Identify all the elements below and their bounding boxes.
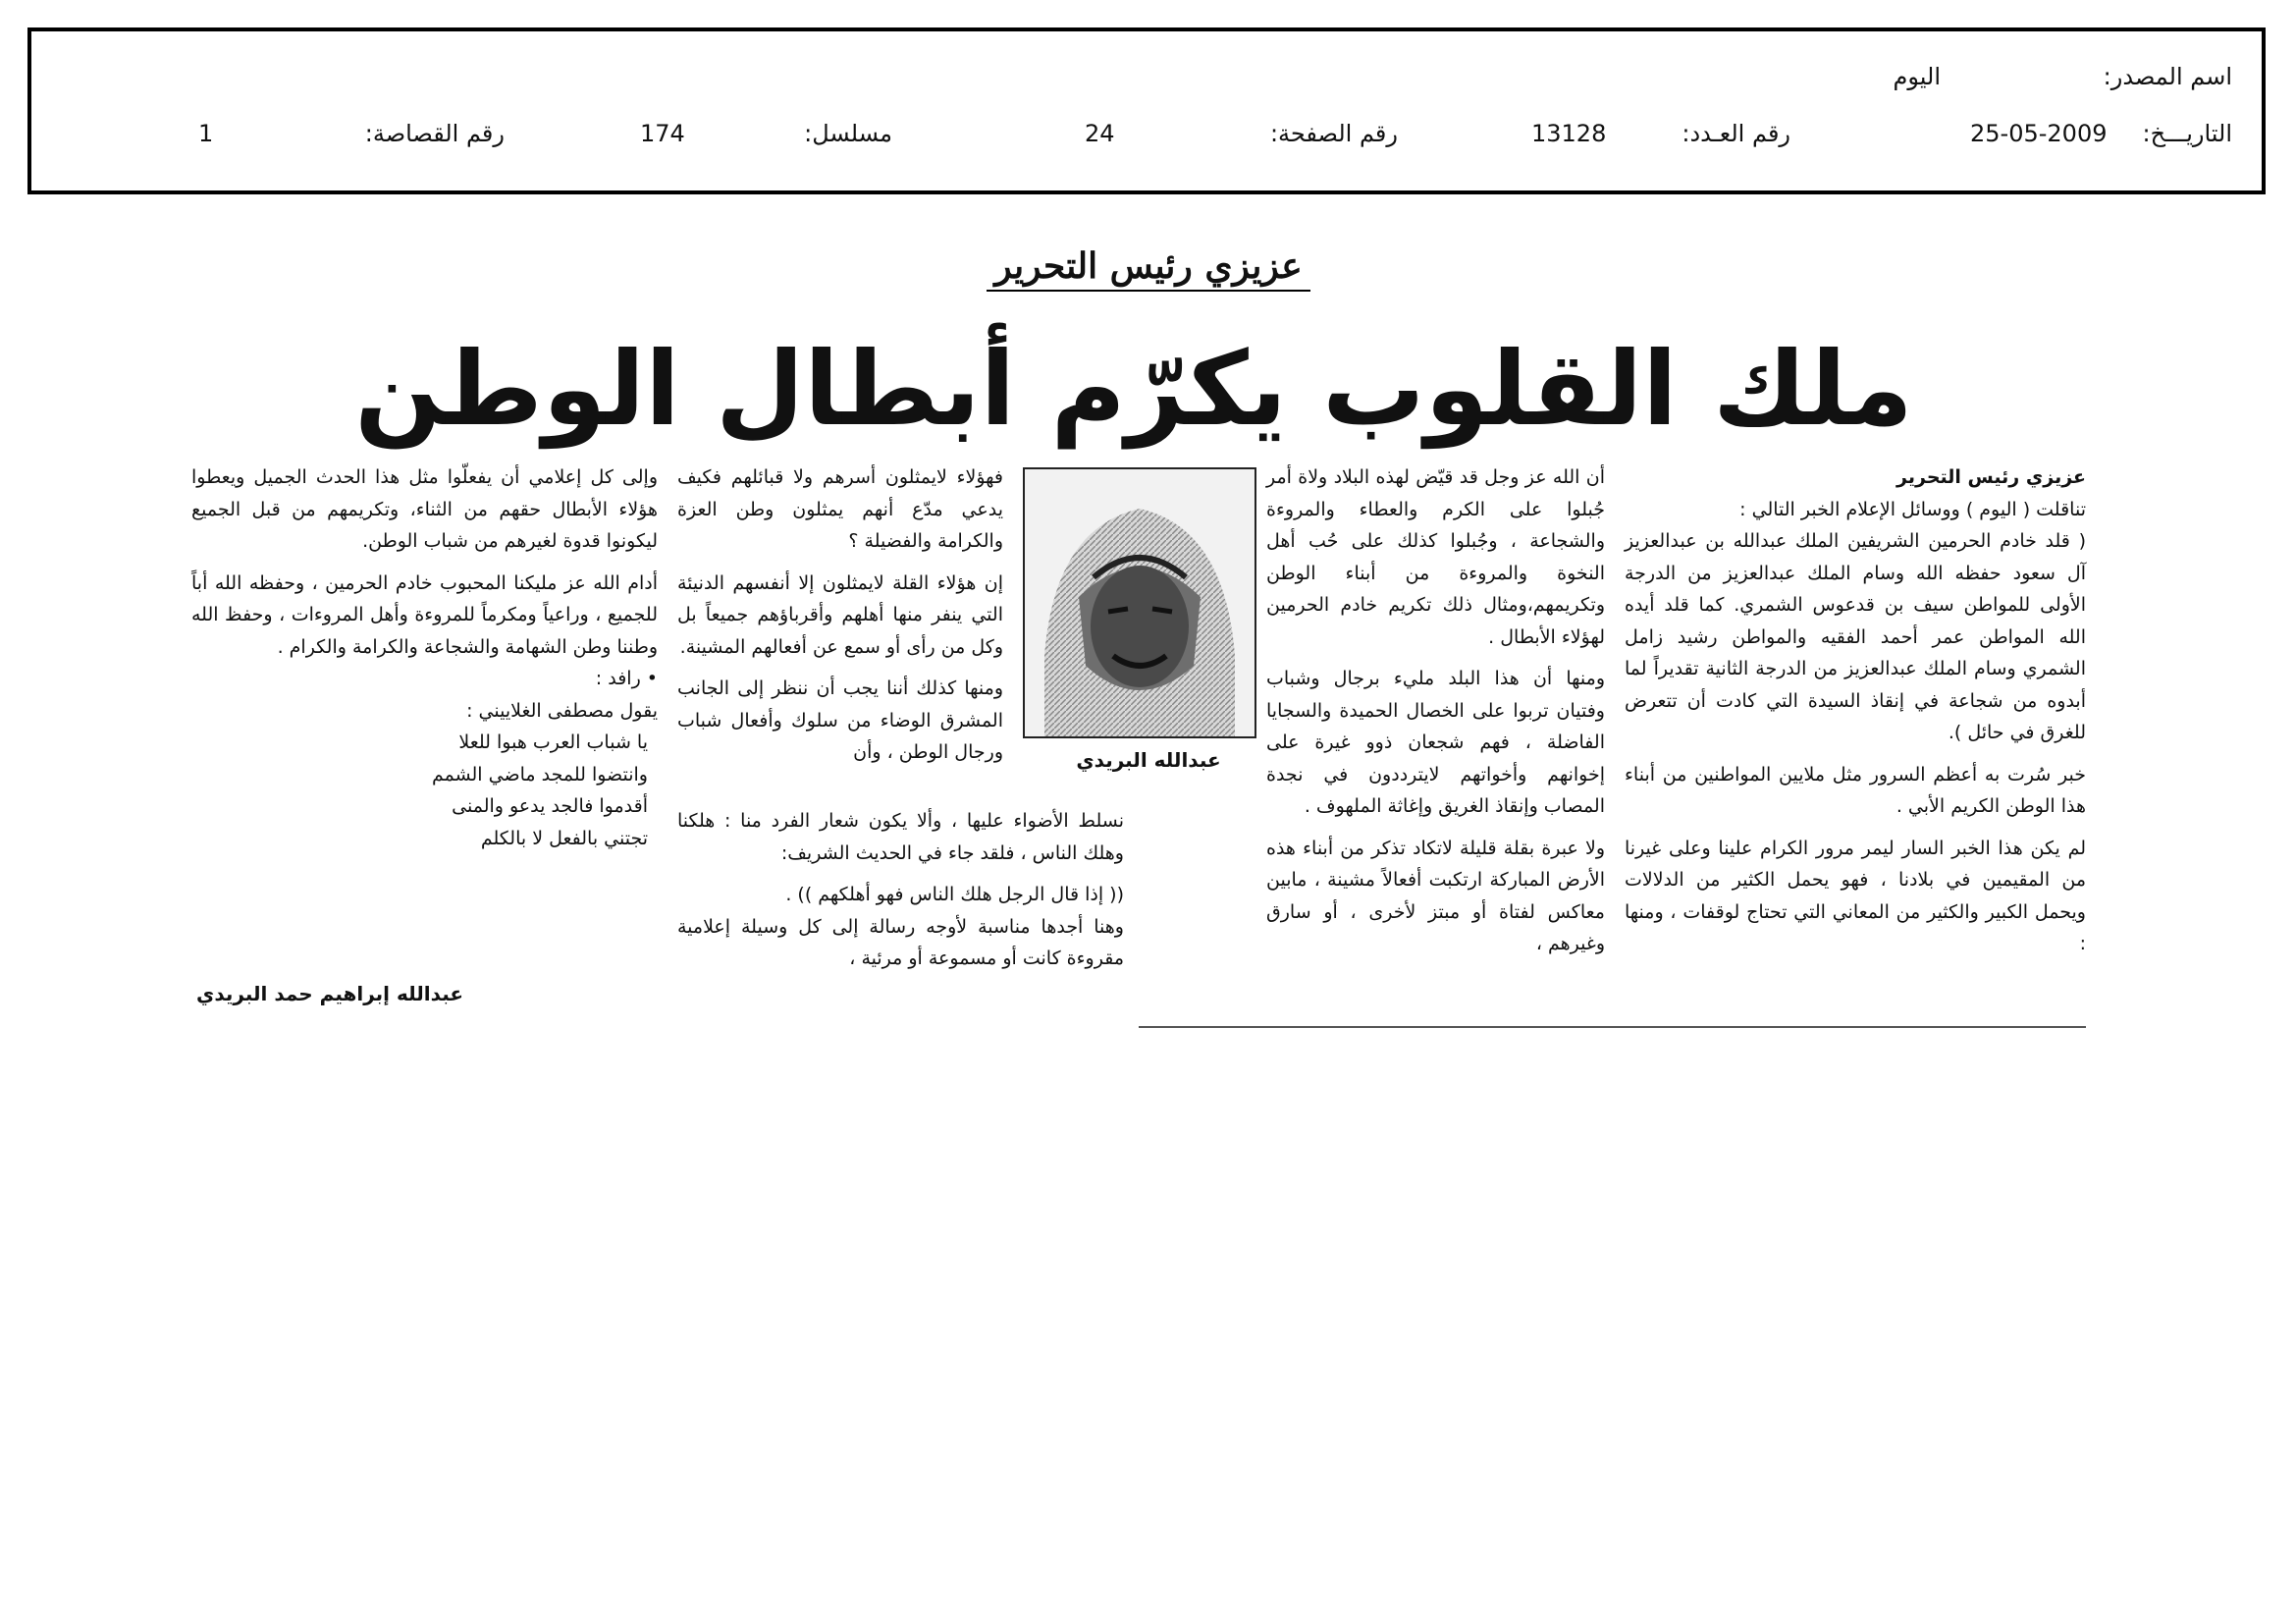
- column-4-paragraph: أدام الله عز مليكنا المحبوب خادم الحرمين ، وحفظه الله أباً للجميع ، وراعياً ومكرماً للمروءة وأهل المروءات ، وحفظ الله وطننا وطن الشهامة والشجاعة والكرامة والكرام .: [191, 571, 658, 658]
- column-3-bottom: [677, 805, 1124, 975]
- poem-line: وانتضوا للمجد ماضي الشمم: [431, 763, 648, 785]
- column-3-top: [677, 461, 1003, 769]
- article-headline: ملك القلوب يكرّم أبطال الوطن: [354, 329, 1913, 449]
- column-3-paragraph: ومنها كذلك أننا يجب أن ننظر إلى الجانب المشرق الوضاء من سلوك وأفعال شباب ورجال الوطن ، وأن: [677, 677, 1003, 763]
- date-label: التاريـــخ:: [2142, 120, 2232, 147]
- date-value: 25-05-2009: [1970, 120, 2108, 147]
- column-3-paragraph: نسلط الأضواء عليها ، وألا يكون شعار الفرد منا : هلكنا وهلك الناس ، فلقد جاء في الحديث الشريف:: [677, 810, 1124, 864]
- article-kicker: عزيزي رئيس التحرير: [994, 245, 1303, 287]
- column-1: [1625, 461, 2086, 960]
- poem: [191, 727, 658, 854]
- column-1-paragraph: ( قلد خادم الحرمين الشريفين الملك عبدالله بن عبدالعزيز آل سعود حفظه الله وسام الملك عبدالعزيز من الدرجة الأولى للمواطن سيف بن قدعوس الشمري. كما قلد أيده الله المواطن عمر أحمد الفقيه والمواطن رشيد زامل الشمري وسام الملك عبدالعزيز من الدرجة الثانية تقديراً لما أبدوه من شجاعة في إنقاذ السيدة التي كادت أن تتعرض للغرق في حائل ).: [1625, 530, 2086, 743]
- author-signature: عبدالله إبراهيم حمد البريدي: [196, 982, 464, 1005]
- clip-label: رقم القصاصة:: [364, 120, 505, 147]
- author-portrait-icon: [1025, 469, 1255, 736]
- source-value: اليوم: [1893, 63, 1941, 90]
- clipping-header: [27, 27, 2266, 194]
- column-1-paragraph: عزيزي رئيس التحرير: [1896, 466, 2086, 488]
- column-3-paragraph: إن هؤلاء القلة لايمثلون إلا أنفسهم الدنيئة التي ينفر منها أهلهم وأقرباؤهم جميعاً بل وكل من رأى أو سمع عن أفعالهم المشينة.: [677, 571, 1003, 658]
- column-1-paragraph: لم يكن هذا الخبر السار ليمر مرور الكرام علينا وعلى غيرنا من المقيمين في بلادنا ، فهو يحمل الكثير من الدلالات ويحمل الكبير والكثير من المعاني التي تحتاج لوقفات ، ومنها :: [1625, 837, 2086, 954]
- column-2-paragraph: ومنها أن هذا البلد مليء برجال وشباب وفتيان تربوا على الخصال الحميدة والسجايا الفاضلة ، فهم شجعان ذوو غيرة على إخوانهم وأخواتهم لايترددون في نجدة المصاب وإنقاذ الغريق وإغاثة الملهوف .: [1266, 668, 1605, 817]
- column-4: [191, 461, 658, 854]
- column-1-paragraph: تناقلت ( اليوم ) ووسائل الإعلام الخبر التالي :: [1739, 498, 2086, 520]
- column-4-paragraph: يقول مصطفى الغلاييني :: [466, 699, 658, 722]
- source-label: اسم المصدر:: [2103, 63, 2232, 90]
- kicker-underline: [987, 290, 1310, 292]
- issue-value: 13128: [1531, 120, 1607, 147]
- column-1-paragraph: خبر سُرت به أعظم السرور مثل ملايين المواطنين من أبناء هذا الوطن الكريم الأبي .: [1625, 763, 2086, 817]
- poem-line: تجتني بالفعل لا بالكلم: [480, 827, 648, 849]
- serial-value: 174: [640, 120, 685, 147]
- column-4-paragraph: • رافد :: [595, 668, 658, 689]
- poem-line: أقدموا فالجد يدعو والمنى: [452, 795, 648, 817]
- column-2-paragraph: ولا عبرة بقلة قليلة لاتكاد تذكر من أبناء هذه الأرض المباركة ارتكبت أفعالاً مشينة ، مابين معاكس لفتاة أو مبتز لأخرى ، أو سارق وغيرهم ،: [1266, 837, 1605, 954]
- author-photo: [1023, 467, 1256, 738]
- page-label: رقم الصفحة:: [1269, 120, 1398, 147]
- column-2: [1266, 461, 1605, 960]
- column-4-paragraph: وإلى كل إعلامي أن يفعلّوا مثل هذا الحدث الجميل ويعطوا هؤلاء الأبطال حقهم من الثناء، وتكريمهم من قبل الجميع ليكونوا قدوة لغيرهم من شباب الوطن.: [191, 466, 658, 552]
- column-3-paragraph: فهؤلاء لايمثلون أسرهم ولا قبائلهم فكيف يدعي مدّع أنهم يمثلون وطن العزة والكرامة والفضيلة ؟: [677, 466, 1003, 552]
- column-bottom-rule: [1139, 1026, 2086, 1028]
- issue-label: رقم العـدد:: [1682, 120, 1790, 147]
- clip-value: 1: [198, 120, 214, 147]
- column-3-paragraph: وهنا أجدها مناسبة لأوجه رسالة إلى كل وسيلة إعلامية مقروءة كانت أو مسموعة أو مرئية ،: [677, 915, 1124, 969]
- column-2-paragraph: أن الله عز وجل قد قيّض لهذه البلاد ولاة أمر جُبلوا على الكرم والعطاء والمروءة والشجاعة ، وجُبلوا كذلك على حُب أهل النخوة والمروءة من أبناء الوطن وتكريمهم،ومثال ذلك تكريم خادم الحرمين لهؤلاء الأبطال .: [1266, 466, 1605, 648]
- page-value: 24: [1085, 120, 1115, 147]
- serial-label: مسلسل:: [804, 120, 892, 147]
- photo-caption: عبدالله البريدي: [1076, 748, 1221, 772]
- column-3-paragraph: (( إذا قال الرجل هلك الناس فهو أهلكهم )) .: [785, 884, 1124, 905]
- poem-line: يا شباب العرب هبوا للعلا: [458, 731, 648, 753]
